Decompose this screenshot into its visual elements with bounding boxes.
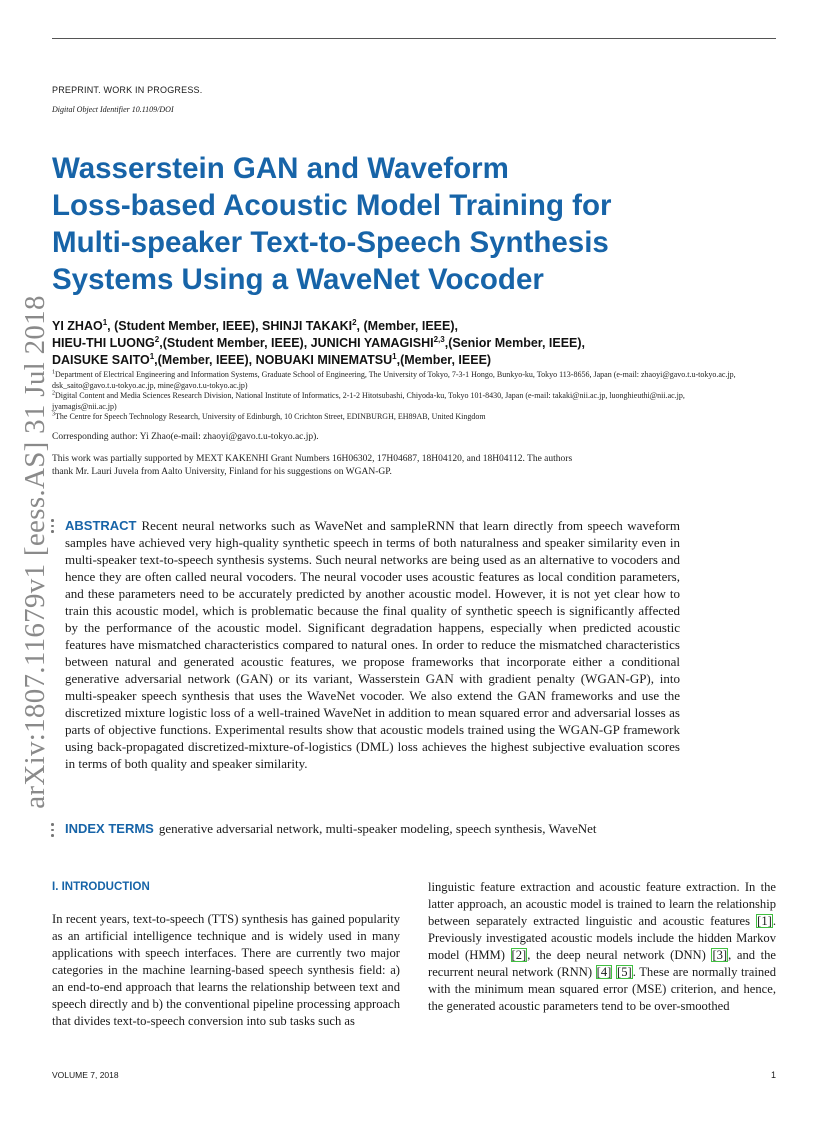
affil-sup: 3	[52, 411, 55, 418]
preprint-notice: PREPRINT. WORK IN PROGRESS.	[52, 85, 203, 95]
affil-sup: 2,3	[433, 334, 445, 344]
title-line: Multi-speaker Text-to-Speech Synthesis	[52, 226, 609, 259]
doi-line: Digital Object Identifier 10.1109/DOI	[52, 105, 174, 114]
citation-link[interactable]: [5]	[617, 965, 632, 979]
section-heading: I. INTRODUCTION	[52, 881, 150, 893]
abstract-label: ABSTRACT	[65, 518, 137, 533]
author-name: YI ZHAO	[52, 319, 103, 333]
author-line	[52, 352, 742, 369]
affiliation-item	[52, 412, 742, 423]
affil-sup: 1	[52, 369, 55, 376]
index-terms-text: generative adversarial network, multi-speaker modeling, speech synthesis, WaveNet	[158, 821, 597, 836]
citation-link[interactable]: [1]	[757, 914, 772, 928]
abstract-text: Recent neural networks such as WaveNet and sampleRNN that learn directly from speech waveform samples have achieved very high-quality synthetic speech in terms of both naturalness and speaker similarity even in multi-speaker text-to-speech synthesis systems. Such neural networks are being used as an alternative to vocoders and hence they are often called neural vocoders. The neural vocoder uses acoustic features as local condition parameters, and these parameters need to be accurately predicted by another acoustic model. However, it is not yet clear how to train this acoustic model, which is problematic because the final quality of synthetic speech is significantly affected by the performance of the acoustic model. Significant degradation happens, especially when predicted acoustic features have mismatched characteristics compared to natural ones. In order to reduce the mismatched characteristics between natural and generated acoustic features, we propose frameworks that incorporate either a conditional generative adversarial network (GAN) or its variant, Wasserstein GAN with gradient penalty (WGAN-GP), into multi-speaker speech synthesis that uses the WaveNet vocoder. We also extend the GAN frameworks and use the discretized mixture logistic loss of a well-trained WaveNet in addition to mean squared error and adversarial losses as parts of objective functions. Experimental results show that acoustic models trained using the WGAN-GP framework using back-propagated discretized-mixture-of-logistics (DML) loss achieves the highest subjective evaluation scores in terms of both quality and speaker similarity.	[65, 518, 680, 771]
affiliation-item	[52, 391, 742, 412]
paper-title	[52, 150, 732, 298]
title-line: Loss-based Acoustic Model Training for	[52, 189, 612, 222]
citation-link[interactable]: [2]	[511, 948, 527, 962]
title-line: Wasserstein GAN and Waveform	[52, 152, 509, 185]
affil-sup: 1	[102, 317, 108, 327]
affiliation-item	[52, 370, 742, 391]
author-name: , (Student Member, IEEE), SHINJI TAKAKI	[107, 319, 353, 333]
corresponding-author: Corresponding author: Yi Zhao(e-mail: zhaoyi@gavo.t.u-tokyo.ac.jp).	[52, 432, 319, 442]
author-name: DAISUKE SAITO	[52, 353, 150, 367]
arxiv-stamp: arXiv:1807.11679v1 [eess.AS] 31 Jul 2018	[19, 295, 51, 809]
body-text: , the deep neural network (DNN)	[527, 948, 712, 962]
affiliation-text: The Centre for Speech Technology Research, University of Edinburgh, 10 Crichton Street, EDINBURGH, EH89AB, United Kingdom	[55, 412, 486, 421]
author-role: ,(Member, IEEE)	[396, 353, 492, 367]
funding-line: This work was partially supported by MEXT KAKENHI Grant Numbers 16H06302, 17H04687, 18H04120, and 18H04112. The authors	[52, 454, 573, 464]
footer-volume: VOLUME 7, 2018	[52, 1070, 119, 1080]
author-name: ,(Member, IEEE), NOBUAKI MINEMATSU	[154, 353, 393, 367]
title-line: Systems Using a WaveNet Vocoder	[52, 263, 544, 296]
header-rule	[52, 38, 776, 39]
affil-sup: 2	[154, 334, 160, 344]
author-line	[52, 335, 742, 352]
affil-sup: 2	[52, 390, 55, 397]
citation-link[interactable]: [4]	[596, 965, 612, 979]
affil-sup: 1	[392, 351, 397, 361]
body-text: . These are normally trained with the minimum mean squared error (MSE) criterion, and hence, the generated acoustic parameters tend to be over-smoothed	[428, 965, 777, 1013]
body-text: , and the recurrent neural network (RNN)	[428, 948, 777, 979]
intro-right-column	[428, 879, 776, 1015]
abstract	[65, 517, 680, 772]
author-name: HIEU-THI LUONG	[52, 336, 155, 350]
affiliation-text: Department of Electrical Engineering and Information Systems, Graduate School of Engineering, The University of Tokyo, 7-3-1 Hongo, Bunkyo-ku, Tokyo 113-8656, Japan (e-mail: zhaoyi@gavo.t.u-tokyo.ac.jp, dsk_saito@gavo.t.u-tokyo.ac.jp, mine@gavo.t.u-tokyo.ac.jp)	[52, 370, 736, 390]
affiliations	[52, 370, 742, 423]
citation-link[interactable]: [3]	[712, 948, 728, 962]
funding-line: thank Mr. Lauri Juvela from Aalto University, Finland for his suggestions on WGAN-GP.	[52, 466, 392, 477]
intro-left-column: In recent years, text-to-speech (TTS) synthesis has gained popularity as an artificial intelligence technique and is widely used in many applications with speech interfaces. There are currently two major categories in the machine learning-based speech synthesis field: a) an end-to-end approach that learns the relationship between text and speech directly and b) the conventional pipeline processing approach that divides text-to-speech conversion into sub tasks such as	[52, 912, 400, 1028]
author-role: ,(Senior Member, IEEE),	[444, 336, 586, 350]
author-list	[52, 318, 742, 369]
index-terms	[65, 821, 597, 837]
body-text: . Previously investigated acoustic models include the hidden Markov model (HMM)	[428, 914, 776, 962]
author-line	[52, 318, 742, 335]
author-role: , (Member, IEEE),	[356, 319, 458, 333]
footer-page-number: 1	[771, 1070, 777, 1080]
affiliation-text: Digital Content and Media Sciences Research Division, National Institute of Informatics, 2-1-2 Hitotsubashi, Chiyoda-ku, Tokyo 101-8430, Japan (e-mail: takaki@nii.ac.jp, luonghieuthi@nii.ac.jp, jyamagis@nii.ac.jp)	[52, 391, 685, 411]
index-terms-label: INDEX TERMS	[65, 821, 154, 836]
funding-note	[52, 453, 732, 478]
body-text: linguistic feature extraction and acoustic feature extraction. In the latter approach, an acoustic model is trained to learn the relationship between separately extracted linguistic and acoustic features	[428, 880, 776, 928]
affil-sup: 1	[149, 351, 155, 361]
affil-sup: 2	[352, 317, 357, 327]
author-name: ,(Student Member, IEEE), JUNICHI YAMAGISHI	[159, 336, 434, 350]
